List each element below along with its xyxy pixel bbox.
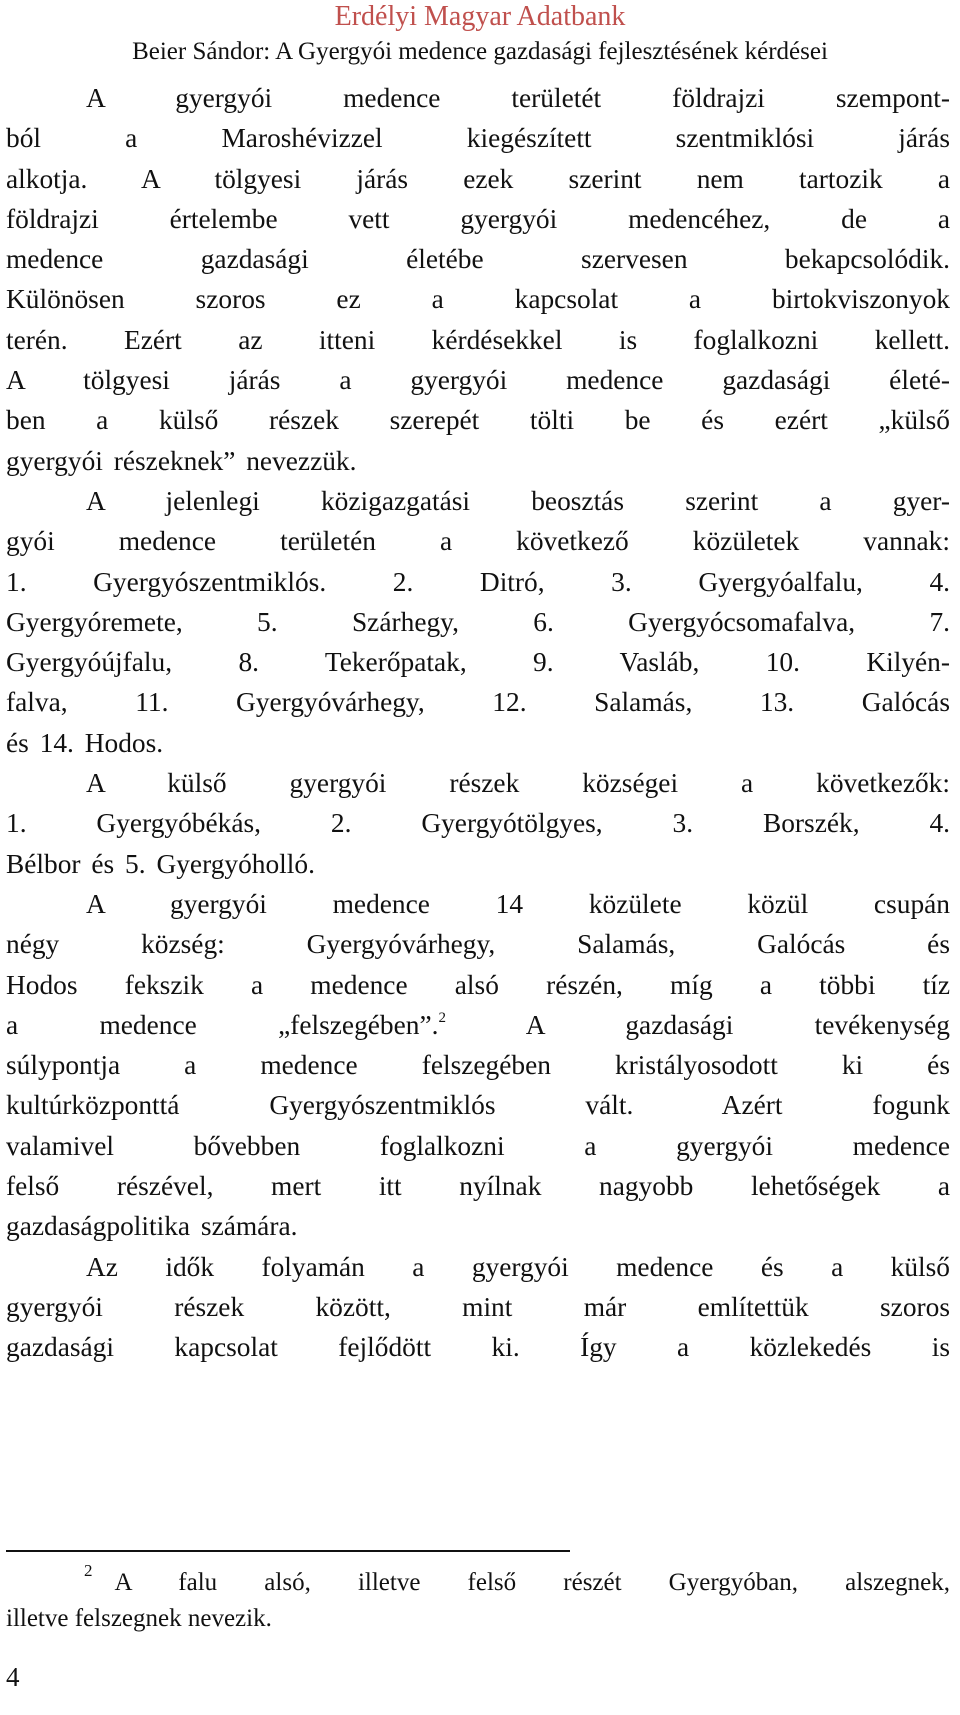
- text-line: A gyergyói medence területét földrajzi szempont-: [86, 83, 950, 113]
- footnote: [6, 1561, 950, 1637]
- text-line: Az idők folyamán a gyergyói medence és a külső: [86, 1251, 950, 1282]
- text-line: A jelenlegi közigazgatási beosztás szerint a gyer-: [86, 485, 950, 516]
- text-line: gazdaságpolitika számára.: [6, 1211, 298, 1242]
- text-line: Gyergyóújfalu, 8. Tekerőpatak, 9. Vasláb, 10. Kilyén-: [6, 647, 950, 678]
- footnote-number: 2: [84, 1561, 93, 1580]
- paragraph-1: [6, 78, 950, 481]
- body-text: [6, 78, 950, 1368]
- text-line: Gyergyóremete, 5. Szárhegy, 6. Gyergyócsomafalva, 7.: [6, 606, 950, 637]
- text-line: ben a külső részek szerepét tölti be és ezért „külső: [6, 405, 950, 436]
- text-fragment: a medence „felszegében”.: [6, 1009, 439, 1040]
- text-line: [6, 1005, 950, 1045]
- text-line: A külső gyergyói részek községei a következők:: [86, 768, 950, 799]
- paragraph-3: [6, 763, 950, 884]
- paragraph-5: [6, 1247, 950, 1368]
- footnote-ref[interactable]: 2: [438, 1009, 446, 1026]
- site-title: Erdélyi Magyar Adatbank: [334, 1, 626, 32]
- text-line: alkotja. A tölgyesi járás ezek szerint nem tartozik a: [6, 163, 950, 194]
- text-line: A gyergyói medence 14 közülete közül csupán: [86, 888, 950, 919]
- text-line: gazdasági kapcsolat fejlődött ki. Így a közlekedés is: [6, 1332, 950, 1363]
- text-line: A tölgyesi járás a gyergyói medence gazdasági életé-: [6, 365, 950, 396]
- paragraph-4: [6, 884, 950, 1247]
- text-line: valamivel bővebben foglalkozni a gyergyói medence: [6, 1130, 950, 1161]
- text-line: Bélbor és 5. Gyergyóholló.: [6, 848, 315, 879]
- text-line: gyergyói részeknek” nevezzük.: [6, 445, 357, 476]
- text-line: 1. Gyergyószentmiklós. 2. Ditró, 3. Gyergyóalfalu, 4.: [6, 566, 950, 597]
- document-title: Beier Sándor: A Gyergyói medence gazdasági fejlesztésének kérdései: [132, 38, 828, 65]
- text-line: felső részével, mert itt nyílnak nagyobb lehetőségek a: [6, 1171, 950, 1202]
- text-line: falva, 11. Gyergyóvárhegy, 12. Salamás, 13. Galócás: [6, 687, 950, 718]
- text-line: gyói medence területén a következő közületek vannak:: [6, 526, 950, 557]
- footnote-divider: [6, 1550, 570, 1552]
- text-line: földrajzi értelembe vett gyergyói medencéhez, de a: [6, 203, 950, 234]
- footnote-line: illetve felszegnek nevezik.: [6, 1605, 272, 1632]
- page-number: 4: [6, 1662, 20, 1692]
- text-line: kultúrközponttá Gyergyószentmiklós vált. Azért fogunk: [6, 1090, 950, 1121]
- text-line: gyergyói részek között, mint már említettük szoros: [6, 1291, 950, 1322]
- text-line: és 14. Hodos.: [6, 727, 164, 758]
- footnote-text: A falu alsó, illetve felső részét Gyergyóban, alszegnek,: [114, 1569, 950, 1596]
- text-line: ból a Maroshévizzel kiegészített szentmiklósi járás: [6, 123, 950, 154]
- footnote-line: [6, 1561, 950, 1601]
- text-line: Hodos fekszik a medence alsó részén, míg a többi tíz: [6, 969, 950, 1000]
- text-line: négy község: Gyergyóvárhegy, Salamás, Galócás és: [6, 929, 950, 960]
- paragraph-2: [6, 481, 950, 763]
- text-line: medence gazdasági életébe szervesen bekapcsolódik.: [6, 244, 950, 275]
- text-fragment: A gazdasági tevékenység: [525, 1009, 950, 1040]
- text-line: súlypontja a medence felszegében kristályosodott ki és: [6, 1050, 950, 1081]
- text-line: terén. Ezért az itteni kérdésekkel is foglalkozni kellett.: [6, 324, 950, 355]
- text-line: Különösen szoros ez a kapcsolat a birtokviszonyok: [6, 284, 950, 315]
- text-line: 1. Gyergyóbékás, 2. Gyergyótölgyes, 3. Borszék, 4.: [6, 808, 950, 839]
